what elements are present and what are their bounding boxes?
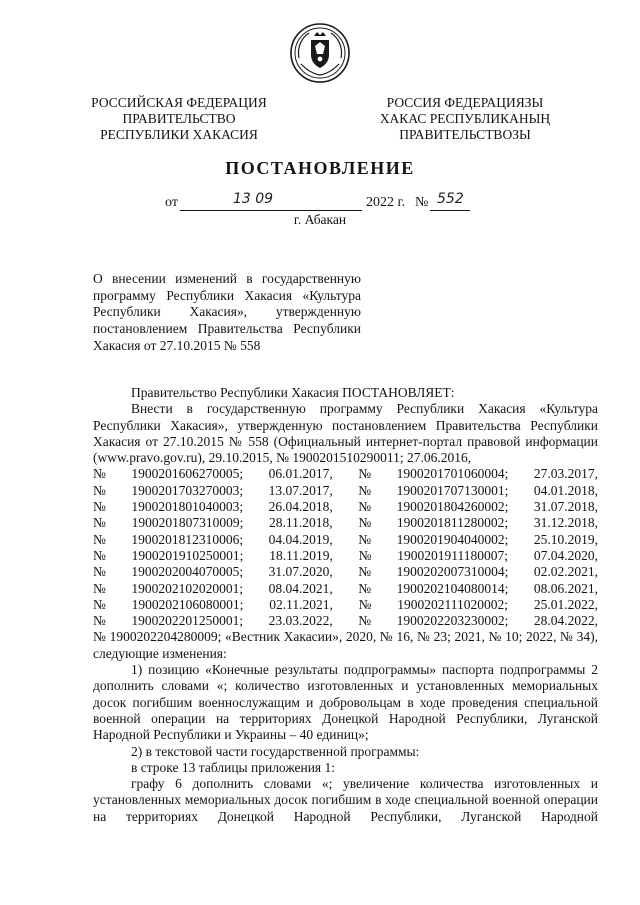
reg-cell: 04.04.2019, — [268, 531, 333, 547]
reg-cell: 23.03.2022, — [268, 613, 333, 629]
document-title: ПОСТАНОВЛЕНИЕ — [225, 158, 415, 178]
document-body — [93, 385, 598, 825]
handwritten-date: 13 09 — [233, 191, 274, 207]
reg-cell: 13.07.2017, — [268, 482, 333, 498]
reg-cell: 1900201804260002; — [396, 499, 509, 515]
reg-cell: № — [93, 580, 106, 596]
reg-cell: 1900202007310004; — [396, 564, 509, 580]
reg-cell: 02.02.2021, — [533, 564, 598, 580]
reg-cell: № — [93, 564, 106, 580]
item-2-paragraph: 2) в текстовой части государственной программы: — [131, 743, 420, 759]
registration-row — [93, 515, 598, 531]
reg-cell: 1900202004070005; — [131, 564, 244, 580]
reg-cell: № — [358, 482, 372, 498]
reg-cell: 1900201812310006; — [131, 531, 244, 547]
reg-cell: 18.11.2019, — [269, 547, 333, 563]
header-right-khakas — [350, 95, 580, 143]
header-left-russian — [64, 95, 294, 143]
decree-line: Правительство Республики Хакасия ПОСТАНОВЛЯЕТ: — [131, 385, 455, 400]
header-left-line: РЕСПУБЛИКИ ХАКАСИЯ — [100, 127, 258, 142]
reg-cell: 1900202203230002; — [396, 613, 509, 629]
reg-cell: № — [93, 547, 106, 563]
reg-cell: 1900202106080001; — [131, 596, 244, 612]
reg-cell: 1900201707130001; — [396, 482, 509, 498]
registration-row — [93, 483, 598, 499]
city-label: г. Абакан — [293, 212, 347, 227]
reg-cell: № — [93, 515, 106, 531]
reg-cell: 26.04.2018, — [268, 499, 333, 515]
reg-cell: 1900201904040002; — [396, 531, 509, 547]
reg-cell: № — [93, 596, 106, 612]
reg-cell: 02.11.2021, — [269, 596, 333, 612]
item-2-text: графу 6 дополнить словами «; увеличение количества изготовленных и установленных мемориальных досок погибшим в ходе специальной военной операции на территориях Донецкой Народной Республики, Луганской Народной — [93, 776, 598, 824]
registration-row — [93, 564, 598, 580]
registration-row — [93, 581, 598, 597]
reg-cell: 07.04.2020, — [533, 547, 598, 563]
year-label: 2022 г. — [366, 195, 406, 210]
reg-cell: № — [93, 531, 106, 547]
reg-cell: 1900201910250001; — [131, 547, 244, 563]
reg-cell: № — [358, 466, 372, 482]
header-right-line: РОССИЯ ФЕДЕРАЦИЯЗЫ — [386, 95, 544, 110]
reg-cell: № — [93, 482, 106, 498]
handwritten-number: 552 — [437, 191, 464, 207]
reg-cell: 1900201807310009; — [131, 515, 244, 531]
reg-cell: 1900202104080014; — [396, 580, 509, 596]
registration-row — [93, 499, 598, 515]
registration-row — [93, 548, 598, 564]
registration-row — [93, 613, 598, 629]
reg-cell: № — [358, 596, 372, 612]
reg-cell: 1900202201250001; — [131, 613, 244, 629]
reg-cell: 27.03.2017, — [533, 466, 598, 482]
reg-cell: 08.06.2021, — [533, 580, 598, 596]
reg-cell: № — [93, 466, 106, 482]
coat-of-arms-emblem — [289, 22, 351, 84]
reg-cell: 25.01.2022, — [533, 596, 598, 612]
intro-paragraph: Внести в государственную программу Республики Хакасия «Культура Республики Хакасия», утвержденную постановлением Правительства Республики Хакасия от 27.10.2015 № 558 (Официальный интернет-портал правовой информации (www.pravo.gov.ru), 29.10.2015, № 1900201510290011; 27.06.2016, — [93, 401, 598, 466]
reg-cell: 1900201606270005; — [131, 466, 244, 482]
reg-cell: 31.07.2020, — [268, 564, 333, 580]
reg-cell: 1900201801040003; — [131, 499, 244, 515]
reg-cell: 1900201811280002; — [396, 515, 509, 531]
reg-cell: 1900201911180007; — [397, 547, 509, 563]
reg-cell: 28.04.2022, — [533, 613, 598, 629]
reg-cell: 25.10.2019, — [533, 531, 598, 547]
reg-cell: № — [93, 499, 106, 515]
reg-cell: 04.01.2018, — [533, 482, 598, 498]
reg-cell: 31.12.2018, — [533, 515, 598, 531]
reg-cell: № — [358, 531, 372, 547]
reg-cell: 28.11.2018, — [269, 515, 333, 531]
header-right-line: ХАКАС РЕСПУБЛИКАНЫҢ — [379, 111, 551, 126]
item-1-paragraph: 1) позицию «Конечные результаты подпрограммы» паспорта подпрограммы 2 дополнить словами «; количество изготовленных и установленных мемориальных досок погибшим военнослужащим и добровольцам в ходе проведения специальной военной операции на территориях Донецкой Народной Республики, Луганской Народной Республики и Украины – 40 единиц»; — [93, 662, 598, 743]
from-label: от — [165, 195, 178, 210]
registration-row — [93, 466, 598, 482]
reg-cell: 08.04.2021, — [268, 580, 333, 596]
number-label: № — [415, 195, 429, 210]
reg-cell: 1900202111020002; — [397, 596, 509, 612]
reg-cell: № — [358, 580, 372, 596]
reg-cell: № — [358, 564, 372, 580]
reg-cell: 1900201701060004; — [396, 466, 509, 482]
header-left-line: РОССИЙСКАЯ ФЕДЕРАЦИЯ — [91, 95, 267, 110]
reg-cell: № — [358, 613, 372, 629]
reg-cell: № — [93, 613, 106, 629]
reg-cell: № — [358, 499, 372, 515]
header-right-line: ПРАВИТЕЛЬСТВОЗЫ — [399, 127, 531, 142]
reg-cell: 1900202102020001; — [131, 580, 244, 596]
intro-tail: № 1900202204280009; «Вестник Хакасии», 2020, № 16, № 23; 2021, № 10; 2022, № 34), следующие изменения: — [93, 629, 598, 661]
registration-row — [93, 532, 598, 548]
reg-cell: 1900201703270003; — [131, 482, 244, 498]
registration-row — [93, 597, 598, 613]
registration-list — [93, 466, 598, 629]
reg-cell: 31.07.2018, — [533, 499, 598, 515]
document-subject: О внесении изменений в государственную программу Республики Хакасия «Культура Республики Хакасия», утвержденную постановлением Правительства Республики Хакасия от 27.10.2015 № 558 — [93, 271, 361, 353]
reg-cell: № — [358, 547, 372, 563]
reg-cell: № — [358, 515, 372, 531]
header-left-line: ПРАВИТЕЛЬСТВО — [122, 111, 236, 126]
reg-cell: 06.01.2017, — [268, 466, 333, 482]
item-2-line: в строке 13 таблицы приложения 1: — [131, 759, 336, 775]
